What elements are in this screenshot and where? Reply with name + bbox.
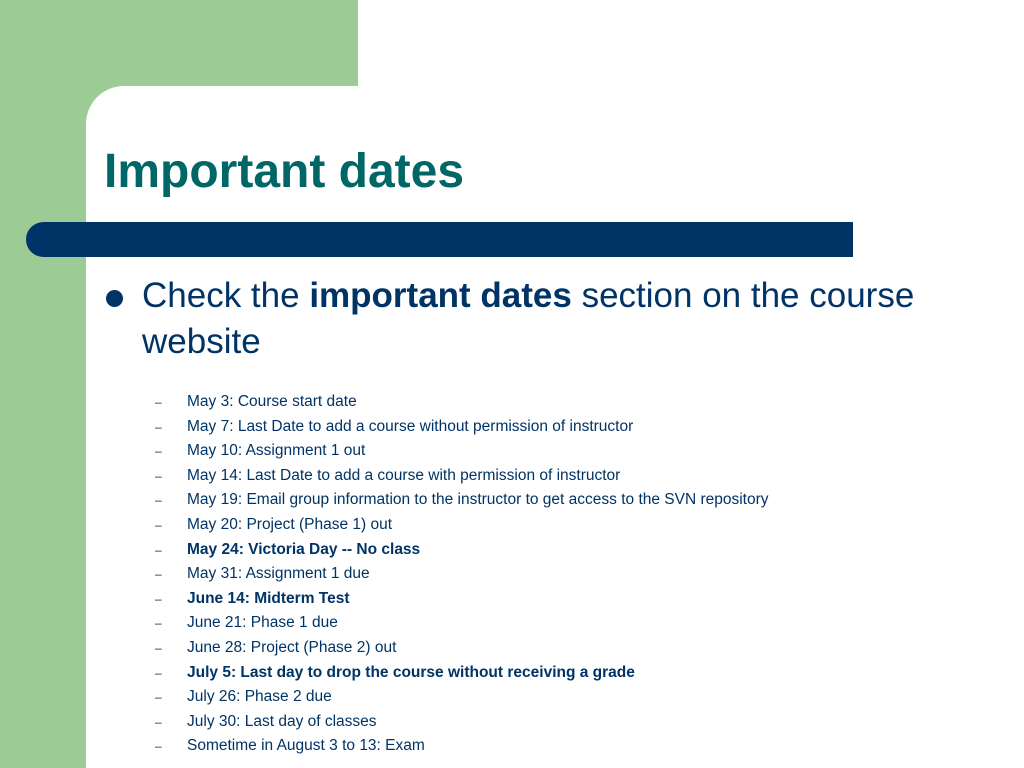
date-item-text: May 7: Last Date to add a course without permission of instructor xyxy=(187,417,634,435)
title-divider-bar xyxy=(26,222,853,257)
date-item-text: June 14: Midterm Test xyxy=(187,589,350,607)
date-item-text: May 19: Email group information to the instructor to get access to the SVN repository xyxy=(187,491,769,509)
date-item-text: May 31: Assignment 1 due xyxy=(187,565,370,583)
date-list-item xyxy=(0,488,1024,513)
bullet-suffix: section on the course website xyxy=(142,276,915,361)
date-item-text: July 5: Last day to drop the course without receiving a grade xyxy=(187,663,635,681)
date-item-text: July 26: Phase 2 due xyxy=(187,688,332,706)
date-item-text: Sometime in August 3 to 13: Exam xyxy=(187,737,425,755)
date-item-text: May 10: Assignment 1 out xyxy=(187,442,366,460)
dash-bullet-icon: – xyxy=(155,542,162,557)
bullet-emphasis: important dates xyxy=(309,276,572,315)
date-list-item xyxy=(0,513,1024,538)
date-list-item xyxy=(0,685,1024,710)
dash-bullet-icon: – xyxy=(155,665,162,680)
dash-bullet-icon: – xyxy=(155,419,162,434)
dash-bullet-icon: – xyxy=(155,567,162,582)
slide-title: Important dates xyxy=(104,145,465,198)
dash-bullet-icon: – xyxy=(155,739,162,754)
dash-bullet-icon: – xyxy=(155,493,162,508)
date-list-item xyxy=(0,415,1024,440)
dash-bullet-icon: – xyxy=(155,395,162,409)
dates-list xyxy=(0,390,1024,759)
date-item-text: May 24: Victoria Day -- No class xyxy=(187,540,421,558)
date-item-text: May 14: Last Date to add a course with permission of instructor xyxy=(187,466,621,484)
date-item-text: June 28: Project (Phase 2) out xyxy=(187,638,397,656)
dash-bullet-icon: – xyxy=(155,714,162,729)
bullet-dot-icon xyxy=(106,290,123,307)
dash-bullet-icon: – xyxy=(155,517,162,532)
date-list-item xyxy=(0,562,1024,587)
dash-bullet-icon: – xyxy=(155,591,162,606)
date-list-item xyxy=(0,439,1024,464)
dash-bullet-icon: – xyxy=(155,616,162,631)
date-item-text: May 3: Course start date xyxy=(187,393,357,410)
dash-bullet-icon: – xyxy=(155,444,162,459)
date-list-item xyxy=(0,661,1024,686)
date-list-item xyxy=(0,587,1024,612)
dash-bullet-icon: – xyxy=(155,690,162,705)
dash-bullet-icon: – xyxy=(155,468,162,483)
date-list-item xyxy=(0,390,1024,415)
date-item-text: May 20: Project (Phase 1) out xyxy=(187,515,393,533)
date-item-text: June 21: Phase 1 due xyxy=(187,614,338,632)
date-list-item xyxy=(0,464,1024,489)
dash-bullet-icon: – xyxy=(155,640,162,655)
date-list-item xyxy=(0,710,1024,735)
date-list-item xyxy=(0,538,1024,563)
date-list-item xyxy=(0,734,1024,759)
date-list-item xyxy=(0,611,1024,636)
main-bullet-text xyxy=(142,273,942,365)
bullet-prefix: Check the xyxy=(142,276,310,315)
date-item-text: July 30: Last day of classes xyxy=(187,712,377,730)
date-list-item xyxy=(0,636,1024,661)
